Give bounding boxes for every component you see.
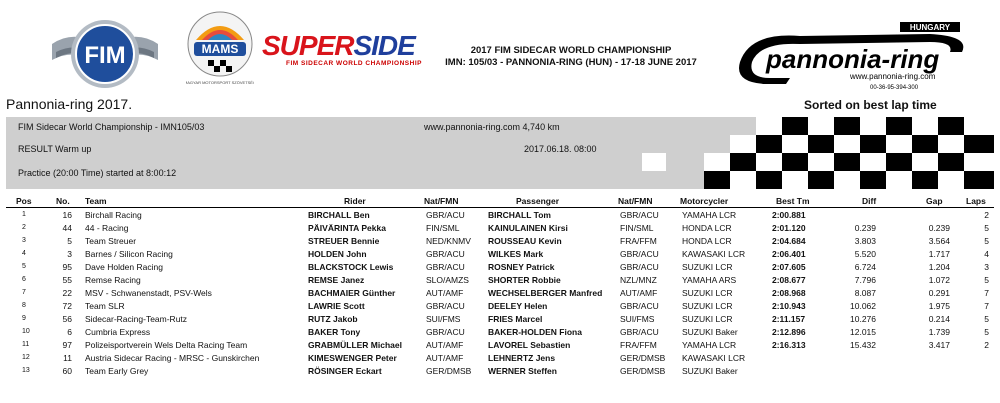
cell-rider-fmn: GBR/ACU: [426, 249, 465, 259]
cell-laps: 4: [984, 249, 989, 259]
fim-logo: [50, 14, 160, 96]
pannonia-ring-phone: 00-36-95-394-300: [870, 85, 919, 91]
pannonia-ring-name: pannonia-ring: [766, 44, 940, 74]
superside-wordmark: [262, 30, 415, 62]
cell-rider-fmn: GBR/ACU: [426, 301, 465, 311]
cell-no: 16: [62, 210, 72, 220]
cell-passenger: WILKES Mark: [488, 249, 544, 259]
superside-word-super: SUPER: [262, 30, 354, 61]
cell-gap: 1.717: [928, 249, 950, 259]
cell-diff: 10.062: [850, 301, 876, 311]
cell-no: 5: [67, 236, 72, 246]
cell-best: 2:16.313: [772, 340, 806, 350]
cell-no: 95: [62, 262, 72, 272]
cell-motorcycler: SUZUKI Baker: [682, 366, 738, 376]
cell-gap: 0.239: [928, 223, 950, 233]
cell-pos: 10: [22, 328, 30, 335]
cell-best: 2:11.157: [772, 314, 806, 324]
col-no: No.: [56, 196, 70, 206]
cell-rider: BAKER Tony: [308, 327, 361, 337]
cell-motorcycler: HONDA LCR: [682, 236, 732, 246]
cell-gap: 1.072: [928, 275, 950, 285]
cell-team: Birchall Racing: [85, 210, 142, 220]
event-title: [440, 45, 702, 69]
cell-gap: 1.204: [928, 262, 950, 272]
cell-rider-fmn: FIN/SML: [426, 223, 460, 233]
cell-best: 2:01.120: [772, 223, 806, 233]
cell-team: 44 - Racing: [85, 223, 129, 233]
cell-passenger: FRIES Marcel: [488, 314, 543, 324]
cell-diff: 7.796: [854, 275, 876, 285]
col-team: Team: [85, 196, 107, 206]
cell-no: 6: [67, 327, 72, 337]
cell-motorcycler: SUZUKI LCR: [682, 262, 733, 272]
col-passenger-fmn: Nat/FMN: [618, 196, 653, 206]
cell-best: 2:06.401: [772, 249, 806, 259]
cell-gap: 1.739: [928, 327, 950, 337]
info-band: [6, 117, 994, 189]
cell-rider: RÖSINGER Eckart: [308, 366, 382, 376]
cell-pos: 1: [22, 211, 26, 218]
cell-passenger: WECHSELBERGER Manfred: [488, 288, 603, 298]
cell-rider-fmn: GBR/ACU: [426, 262, 465, 272]
table-row: [0, 339, 1000, 352]
cell-rider-fmn: AUT/AMF: [426, 353, 464, 363]
cell-rider: RUTZ Jakob: [308, 314, 358, 324]
cell-gap: 0.214: [928, 314, 950, 324]
cell-rider: STREUER Bennie: [308, 236, 380, 246]
table-row: [0, 261, 1000, 274]
cell-passenger-fmn: GBR/ACU: [620, 301, 659, 311]
cell-team: Polizeisportverein Wels Delta Racing Team: [85, 340, 248, 350]
col-rider-fmn: Nat/FMN: [424, 196, 459, 206]
cell-diff: 0.239: [854, 223, 876, 233]
col-passenger: Passenger: [516, 196, 559, 206]
cell-rider-fmn: NED/KNMV: [426, 236, 471, 246]
cell-pos: 5: [22, 263, 26, 270]
mams-logo: [186, 10, 254, 90]
cell-pos: 8: [22, 302, 26, 309]
cell-team: Austria Sidecar Racing - MRSC - Gunskirchen: [85, 353, 260, 363]
cell-motorcycler: SUZUKI LCR: [682, 314, 733, 324]
info-practice: Practice (20:00 Time) started at 8:00:12: [18, 168, 177, 178]
col-gap: Gap: [926, 196, 943, 206]
cell-laps: 5: [984, 327, 989, 337]
cell-diff: 10.276: [850, 314, 876, 324]
cell-no: 11: [63, 353, 72, 363]
cell-motorcycler: YAMAHA ARS: [682, 275, 737, 285]
table-row: [0, 313, 1000, 326]
cell-no: 97: [62, 340, 72, 350]
cell-diff: 6.724: [854, 262, 876, 272]
col-pos: Pos: [16, 196, 32, 206]
cell-best: 2:10.943: [772, 301, 806, 311]
cell-team: Sidecar-Racing-Team-Rutz: [85, 314, 188, 324]
cell-laps: 5: [984, 223, 989, 233]
col-best: Best Tm: [776, 196, 810, 206]
cell-passenger-fmn: GBR/ACU: [620, 210, 659, 220]
mams-ring-text: MAGYAR MOTORSPORT SZÖVETSÉG: [186, 80, 254, 85]
table-row: [0, 300, 1000, 313]
cell-best: 2:07.605: [772, 262, 806, 272]
cell-motorcycler: SUZUKI LCR: [682, 301, 733, 311]
info-result: RESULT Warm up: [18, 144, 92, 154]
cell-passenger: KAINULAINEN Kirsi: [488, 223, 568, 233]
pannonia-ring-logo: [730, 22, 978, 92]
col-laps: Laps: [966, 196, 986, 206]
cell-motorcycler: KAWASAKI LCR: [682, 353, 746, 363]
table-row: [0, 274, 1000, 287]
cell-laps: 7: [984, 301, 989, 311]
cell-no: 56: [62, 314, 72, 324]
cell-best: 2:04.684: [772, 236, 806, 246]
cell-rider-fmn: SLO/AMZS: [426, 275, 469, 285]
cell-passenger-fmn: NZL/MNZ: [620, 275, 657, 285]
cell-gap: 1.975: [928, 301, 950, 311]
cell-rider: PÄIVÄRINTA Pekka: [308, 223, 386, 233]
table-row: [0, 365, 1000, 378]
cell-no: 72: [62, 301, 72, 311]
cell-passenger: LAVOREL Sebastien: [488, 340, 571, 350]
superside-word-side: SIDE: [353, 30, 415, 61]
cell-passenger-fmn: SUI/FMS: [620, 314, 655, 324]
cell-rider-fmn: GER/DMSB: [426, 366, 472, 376]
cell-rider: GRABMÜLLER Michael: [308, 340, 402, 350]
header-divider: [6, 207, 994, 208]
cell-passenger-fmn: GBR/ACU: [620, 262, 659, 272]
cell-rider: REMSE Janez: [308, 275, 365, 285]
cell-diff: 3.803: [854, 236, 876, 246]
cell-passenger: WERNER Steffen: [488, 366, 557, 376]
cell-team: Barnes / Silicon Racing: [85, 249, 173, 259]
cell-rider: HOLDEN John: [308, 249, 367, 259]
cell-laps: 2: [984, 340, 989, 350]
page-title: Pannonia-ring 2017.: [6, 96, 133, 112]
cell-motorcycler: SUZUKI LCR: [682, 288, 733, 298]
cell-motorcycler: SUZUKI Baker: [682, 327, 738, 337]
table-row: [0, 222, 1000, 235]
table-row: [0, 352, 1000, 365]
cell-team: Team SLR: [85, 301, 125, 311]
info-datetime: 2017.06.18. 08:00: [524, 144, 597, 154]
info-website: www.pannonia-ring.com 4,740 km: [424, 122, 560, 132]
cell-rider-fmn: AUT/AMF: [426, 288, 464, 298]
cell-pos: 13: [22, 367, 30, 374]
cell-passenger: BIRCHALL Tom: [488, 210, 551, 220]
cell-rider: BIRCHALL Ben: [308, 210, 370, 220]
cell-best: 2:12.896: [772, 327, 806, 337]
superside-logo: [262, 30, 440, 78]
pannonia-ring-url: www.pannonia-ring.com: [850, 72, 936, 81]
col-rider: Rider: [344, 196, 366, 206]
cell-passenger-fmn: FRA/FFM: [620, 236, 657, 246]
cell-passenger-fmn: GBR/ACU: [620, 249, 659, 259]
cell-team: Dave Holden Racing: [85, 262, 163, 272]
cell-passenger-fmn: GBR/ACU: [620, 327, 659, 337]
cell-laps: 5: [984, 236, 989, 246]
fim-logo-text: FIM: [84, 42, 126, 69]
cell-laps: 5: [984, 314, 989, 324]
cell-pos: 4: [22, 250, 26, 257]
event-title-line2: IMN: 105/03 - PANNONIA-RING (HUN) - 17-18 JUNE 2017: [445, 57, 697, 68]
cell-passenger: ROSNEY Patrick: [488, 262, 555, 272]
cell-gap: 3.564: [928, 236, 950, 246]
cell-passenger-fmn: FRA/FFM: [620, 340, 657, 350]
cell-pos: 9: [22, 315, 26, 322]
table-row: [0, 248, 1000, 261]
cell-rider-fmn: GBR/ACU: [426, 210, 465, 220]
cell-no: 55: [62, 275, 72, 285]
cell-diff: 15.432: [850, 340, 876, 350]
col-motorcycler: Motorcycler: [680, 196, 729, 206]
table-row: [0, 326, 1000, 339]
cell-rider: BLACKSTOCK Lewis: [308, 262, 394, 272]
event-title-line1: 2017 FIM SIDECAR WORLD CHAMPIONSHIP: [470, 45, 672, 56]
cell-laps: 3: [984, 262, 989, 272]
cell-no: 22: [62, 288, 72, 298]
cell-team: Cumbria Express: [85, 327, 151, 337]
table-row: [0, 235, 1000, 248]
cell-rider-fmn: SUI/FMS: [426, 314, 461, 324]
cell-rider: LAWRIE Scott: [308, 301, 365, 311]
superside-subtitle: FIM SIDECAR WORLD CHAMPIONSHIP: [286, 60, 422, 67]
cell-team: Remse Racing: [85, 275, 141, 285]
table-row: [0, 287, 1000, 300]
cell-passenger: ROUSSEAU Kevin: [488, 236, 562, 246]
cell-passenger-fmn: AUT/AMF: [620, 288, 658, 298]
cell-passenger: BAKER-HOLDEN Fiona: [488, 327, 582, 337]
cell-pos: 2: [22, 224, 26, 231]
cell-passenger-fmn: FIN/SML: [620, 223, 654, 233]
col-diff: Diff: [862, 196, 877, 206]
cell-team: Team Streuer: [85, 236, 137, 246]
cell-diff: 8.087: [854, 288, 876, 298]
cell-passenger: SHORTER Robbie: [488, 275, 561, 285]
cell-passenger: DEELEY Helen: [488, 301, 548, 311]
table-row: [0, 209, 1000, 222]
cell-laps: 5: [984, 275, 989, 285]
info-championship: FIM Sidecar World Championship - IMN105/03: [18, 122, 205, 132]
cell-no: 44: [62, 223, 72, 233]
cell-motorcycler: YAMAHA LCR: [682, 210, 737, 220]
cell-pos: 7: [22, 289, 26, 296]
cell-no: 3: [67, 249, 72, 259]
cell-motorcycler: KAWASAKI LCR: [682, 249, 746, 259]
cell-motorcycler: YAMAHA LCR: [682, 340, 737, 350]
cell-team: MSV - Schwanenstadt, PSV-Wels: [85, 288, 212, 298]
cell-pos: 11: [22, 341, 30, 348]
cell-no: 60: [62, 366, 72, 376]
cell-rider-fmn: GBR/ACU: [426, 327, 465, 337]
cell-passenger: LEHNERTZ Jens: [488, 353, 556, 363]
cell-rider: BACHMAIER Günther: [308, 288, 396, 298]
cell-pos: 3: [22, 237, 26, 244]
sort-note: Sorted on best lap time: [804, 98, 937, 112]
cell-passenger-fmn: GER/DMSB: [620, 353, 666, 363]
cell-diff: 5.520: [854, 249, 876, 259]
cell-gap: 0.291: [928, 288, 950, 298]
pannonia-ring-country: HUNGARY: [909, 23, 951, 32]
cell-rider-fmn: AUT/AMF: [426, 340, 464, 350]
cell-pos: 12: [22, 354, 30, 361]
cell-rider: KIMESWENGER Peter: [308, 353, 397, 363]
cell-team: Team Early Grey: [85, 366, 149, 376]
cell-pos: 6: [22, 276, 26, 283]
cell-best: 2:00.881: [772, 210, 806, 220]
cell-motorcycler: HONDA LCR: [682, 223, 732, 233]
cell-passenger-fmn: GER/DMSB: [620, 366, 666, 376]
cell-best: 2:08.677: [772, 275, 806, 285]
cell-best: 2:08.968: [772, 288, 806, 298]
cell-laps: 2: [984, 210, 989, 220]
mams-logo-text: MAMS: [201, 42, 239, 56]
cell-gap: 3.417: [928, 340, 950, 350]
cell-laps: 7: [984, 288, 989, 298]
cell-diff: 12.015: [850, 327, 876, 337]
